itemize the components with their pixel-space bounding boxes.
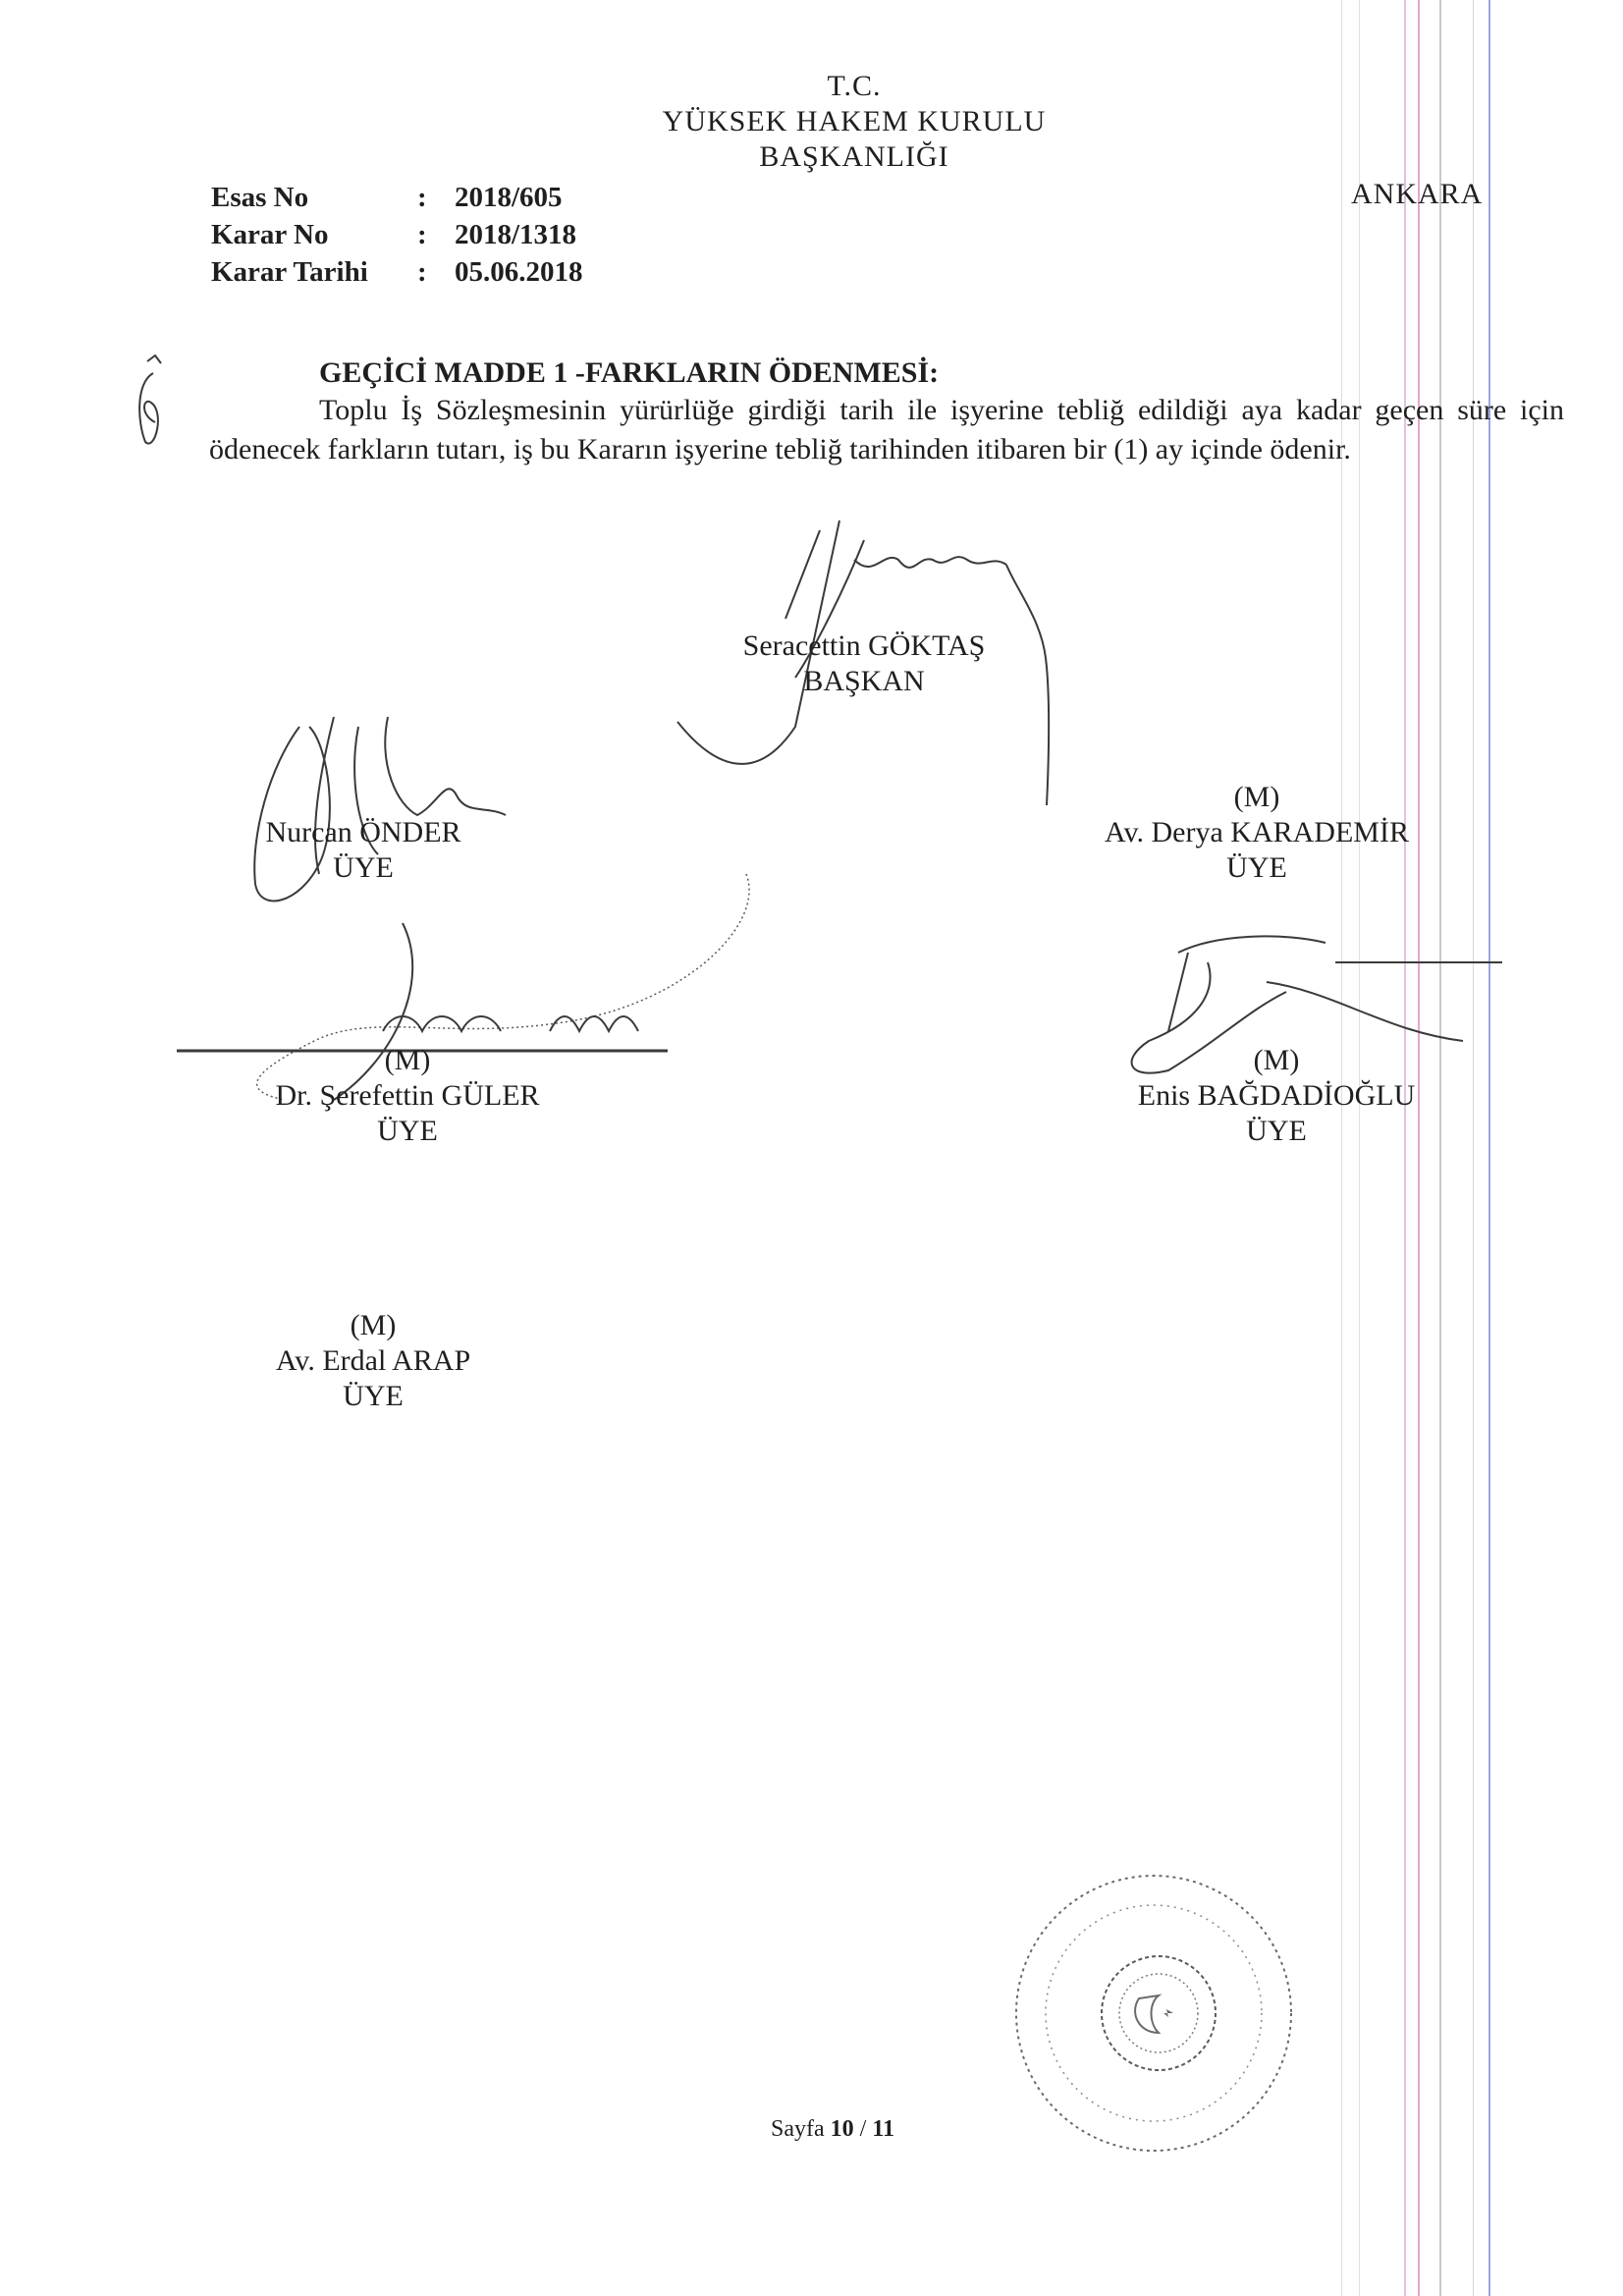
case-info-row [211, 179, 583, 216]
header-city: ANKARA [1351, 178, 1484, 210]
case-info-value: 2018/1318 [455, 219, 577, 250]
case-info-label: Karar No [211, 219, 329, 250]
page-number [771, 2116, 894, 2143]
signatory-chair [687, 629, 1041, 699]
article-body: Toplu İş Sözleşmesinin yürürlüğe girdiği tarih ile işyerine tebliğ edildiği aya kadar geçen süre için ödenecek farkların tutarı, iş bu Kararın işyerine tebliğ tarihinden itibaren bir (1) ay içinde ödenir. [209, 394, 1564, 465]
page-separator: / [859, 2116, 867, 2142]
header-country: T.C. [827, 70, 882, 102]
page-total: 11 [872, 2116, 895, 2142]
signatory-member4 [1080, 1043, 1473, 1149]
signatory-role: ÜYE [1226, 851, 1287, 884]
signatory-name: Av. Derya KARADEMİR [1105, 816, 1409, 848]
signatory-name: Enis BAĞDADİOĞLU [1137, 1079, 1416, 1112]
signatory-role: BAŞKAN [803, 665, 925, 697]
case-info-colon: : [417, 256, 427, 288]
signatory-role: ÜYE [377, 1115, 438, 1147]
article-title: GEÇİCİ MADDE 1 -FARKLARIN ÖDENMESİ: [319, 356, 940, 389]
signatory-name: Av. Erdal ARAP [275, 1344, 471, 1377]
page-current: 10 [830, 2116, 854, 2142]
signatory-role: ÜYE [1246, 1115, 1307, 1147]
case-info-row [211, 253, 583, 291]
signatory-member5 [226, 1308, 520, 1414]
signatory-name: Nurcan ÖNDER [265, 816, 461, 848]
case-info-label: Esas No [211, 182, 309, 213]
signatory-name: Seracettin GÖKTAŞ [742, 629, 986, 662]
page-prefix: Sayfa [771, 2116, 825, 2142]
signatory-note: (M) [350, 1309, 397, 1341]
header-department: BAŞKANLIĞI [759, 140, 949, 173]
signatory-role: ÜYE [343, 1380, 404, 1412]
official-seal [992, 1866, 1316, 2160]
margin-line [1473, 0, 1474, 2296]
signatory-note: (M) [1253, 1044, 1300, 1076]
signatory-member2 [1060, 780, 1453, 886]
case-info-colon: : [417, 182, 427, 213]
signatory-note: (M) [1233, 781, 1280, 813]
signatory-member3 [231, 1043, 584, 1149]
signatory-name: Dr. Şerefettin GÜLER [275, 1079, 540, 1112]
case-info-label: Karar Tarihi [211, 256, 368, 288]
case-info-row [211, 216, 583, 253]
case-info-value: 2018/605 [455, 182, 563, 213]
case-info-colon: : [417, 219, 427, 250]
case-info [211, 179, 583, 291]
margin-line [1488, 0, 1490, 2296]
document-header [550, 69, 1159, 175]
signatory-role: ÜYE [333, 851, 394, 884]
initials-mark [126, 354, 175, 471]
signatory-note: (M) [384, 1044, 431, 1076]
header-institution: YÜKSEK HAKEM KURULU [662, 105, 1047, 137]
case-info-value: 05.06.2018 [455, 256, 583, 288]
